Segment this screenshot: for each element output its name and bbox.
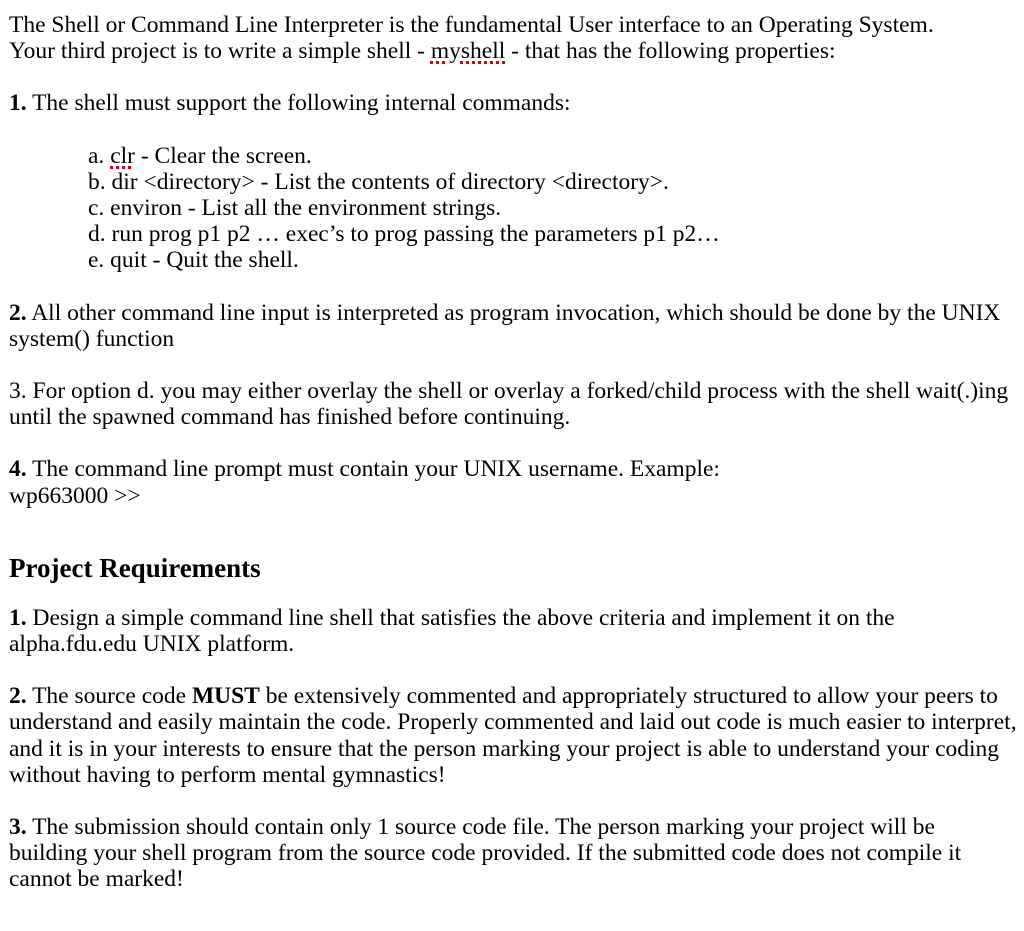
intro-line-1: The Shell or Command Line Interpreter is the fundamental User interface to an Operating System.: [9, 12, 934, 38]
command-quit: e. quit - Quit the shell.: [88, 247, 299, 274]
spellcheck-word-clr: clr: [110, 142, 135, 169]
requirement-2-number: 2.: [9, 683, 27, 710]
property-4-number: 4.: [9, 456, 27, 483]
property-4-text: The command line prompt must contain your UNIX username. Example:: [26, 456, 720, 483]
intro-paragraph: [9, 12, 1017, 64]
project-requirements-heading: Project Requirements: [9, 552, 261, 583]
property-2-text: All other command line input is interpreted as program invocation, which should be done by the UNIX system() function: [9, 299, 1001, 352]
requirement-3-text: The submission should contain only 1 source code file. The person marking your project will be building your shell program from the source code provided. If the submitted code does not compile it cannot be marked!: [9, 814, 962, 893]
property-1-text: The shell must support the following internal commands:: [26, 90, 571, 117]
spellcheck-word-myshell: myshell: [430, 38, 506, 65]
document-body: [9, 12, 1017, 893]
requirement-3-number: 3.: [9, 814, 27, 841]
requirement-2-text-start: The source code: [26, 683, 192, 710]
command-dir: b. dir <directory> - List the contents of directory <directory>.: [88, 168, 669, 195]
requirement-1-number: 1.: [9, 604, 27, 631]
requirement-2-emphasis: MUST: [191, 683, 260, 710]
property-4: [9, 456, 1017, 508]
requirement-2: [9, 683, 1017, 788]
intro-line-2-start: Your third project is to write a simple shell -: [9, 38, 431, 65]
requirement-1: [9, 605, 1017, 657]
command-clr-letter: a.: [88, 142, 111, 169]
requirement-2-text-end: be extensively commented and appropriately structured to allow your peers to understand and easily maintain the code. Properly commented and laid out code is much easier to interpret, and it is in your interests to ensure that the person marking your project is able to understand your coding without having to perform mental gymnastics!: [9, 683, 1017, 788]
command-clr: [88, 143, 1017, 169]
property-1: [9, 90, 1017, 116]
requirement-1-text: Design a simple command line shell that satisfies the above criteria and implement it on the alpha.fdu.edu UNIX platform.: [9, 604, 895, 658]
property-3: 3. For option d. you may either overlay the shell or overlay a forked/child process with the shell wait(.)ing until the spawned command has finished before continuing.: [9, 378, 1009, 431]
intro-line-2-end: - that has the following properties:: [505, 38, 836, 65]
internal-commands-list: [9, 143, 1017, 274]
property-2: [9, 300, 1017, 352]
property-2-number: 2.: [9, 299, 27, 326]
property-1-number: 1.: [9, 90, 27, 117]
prompt-example: wp663000 >>: [9, 482, 141, 509]
requirement-3: [9, 814, 1017, 893]
command-environ: c. environ - List all the environment strings.: [88, 195, 502, 222]
command-clr-desc: - Clear the screen.: [134, 142, 312, 169]
command-run: d. run prog p1 p2 … exec’s to prog passing the parameters p1 p2…: [88, 221, 720, 248]
